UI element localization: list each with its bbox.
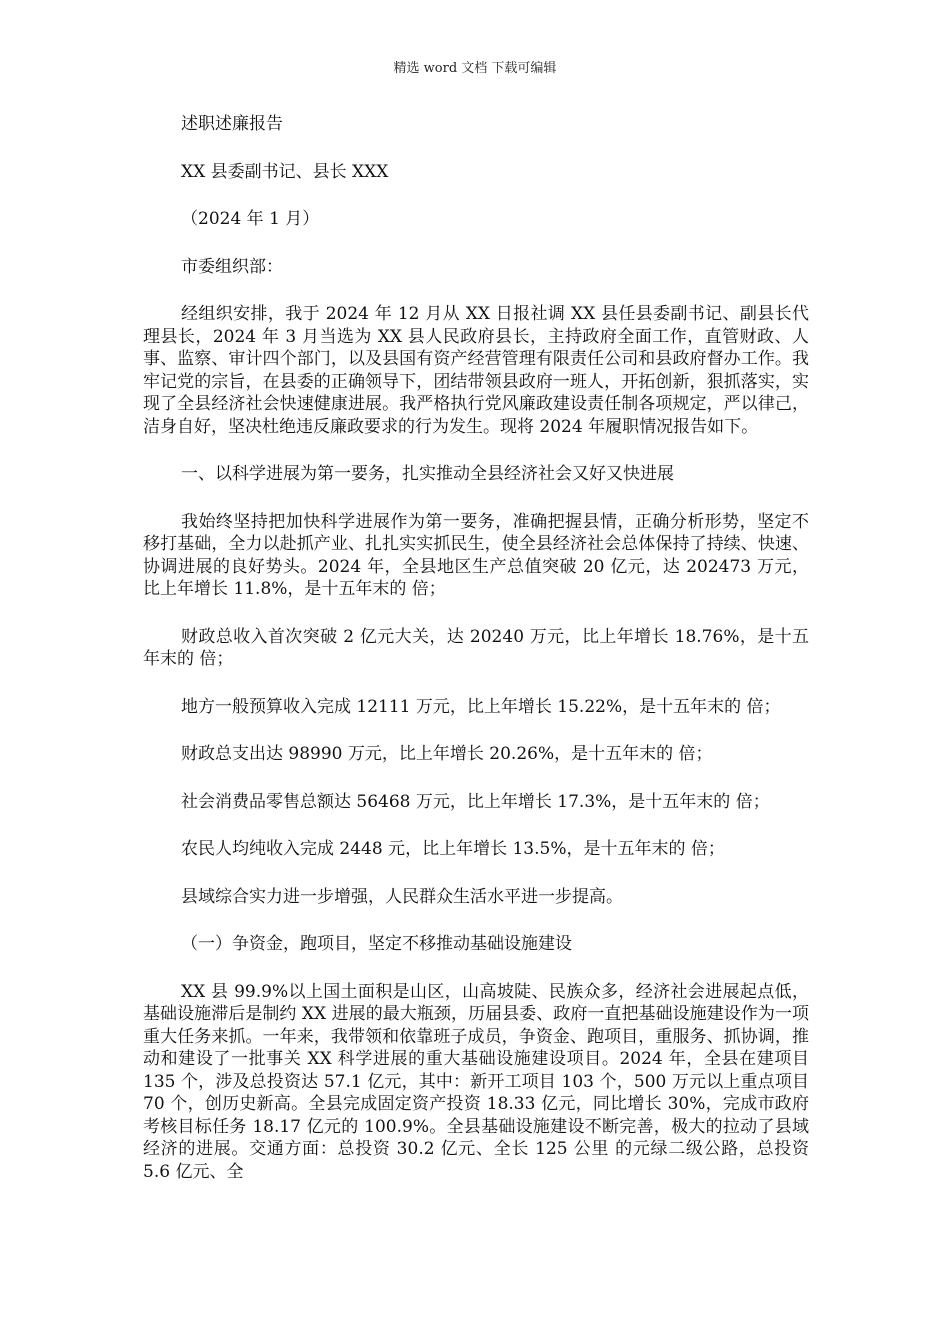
intro-paragraph: 经组织安排，我于 2024 年 12 月从 XX 日报社调 XX 县任县委副书记、副县长代理县长，2024 年 3 月当选为 XX 县人民政府县长，主持政府全面工作，直管财政、人事、监察、审计四个部门，以及县国有资产经营管理有限责任公司和县政府督办工作。我牢记党的宗旨，在县委的正确领导下，团结带领县政府一班人，开拓创新，狠抓落实，实现了全县经济社会快速健康进展。我严格执行党风廉政建设责任制各项规定，严以律己，洁身自好，坚决杜绝违反廉政要求的行为发生。现将 2024 年履职情况报告如下。 <box>143 304 809 437</box>
page-header: 精选 word 文档 下载可编辑 <box>393 61 557 76</box>
body-paragraph: 地方一般预算收入完成 12111 万元，比上年增长 15.22%，是十五年末的 倍； <box>181 696 781 717</box>
body-paragraph: 社会消费品零售总额达 56468 万元，比上年增长 17.3%，是十五年末的 倍； <box>181 791 770 812</box>
date-line: （2024 年 1 月） <box>181 209 320 229</box>
section-heading-1: 一、以科学进展为第一要务，扎实推动全县经济社会又好又快进展 <box>181 464 674 484</box>
body-paragraph: XX 县 99.9%以上国土面积是山区，山高坡陡、民族众多，经济社会进展起点低，基础设施滞后是制约 XX 进展的最大瓶颈，历届县委、政府一直把基础设施建设作为一项重大任务来抓。一年来，我带领和依靠班子成员，争资金、跑项目，重服务、抓协调，推动和建设了一批事关 XX 科学进展的重大基础设施建设项目。2024 年，全县在建项目 135 个，涉及总投资达 57.1 亿元，其中：新开工项目 103 个，500 万元以上重点项目 70 个，创历史新高。全县完成固定资产投资 18.33 亿元，同比增长 30%，完成市政府考核目标任务 18.17 亿元的 100.9%。全县基础设施建设不断完善，极大的拉动了县域经济的进展。交通方面：总投资 30.2 亿元、全长 125 公里 的元绿二级公路，总投资 5.6 亿元、全 <box>143 981 809 1182</box>
subsection-heading: （一）争资金，跑项目，坚定不移推动基础设施建设 <box>181 934 572 954</box>
document-body <box>143 113 809 1208</box>
author-line: XX 县委副书记、县长 XXX <box>181 161 389 182</box>
salutation: 市委组织部： <box>181 256 283 277</box>
body-paragraph: 财政总收入首次突破 2 亿元大关，达 20240 万元，比上年增长 18.76%，是十五年末的 倍； <box>143 626 809 669</box>
body-paragraph: 财政总支出达 98990 万元，比上年增长 20.26%，是十五年末的 倍； <box>181 744 713 764</box>
report-title: 述职述廉报告 <box>181 114 283 134</box>
body-paragraph: 县域综合实力进一步增强，人民群众生活水平进一步提高。 <box>181 886 623 907</box>
body-paragraph: 我始终坚持把加快科学进展作为第一要务，准确把握县情，正确分析形势，坚定不移打基础，全力以赴抓产业、扎扎实实抓民生，使全县经济社会总体保持了持续、快速、协调进展的良好势头。2024 年，全县地区生产总值突破 20 亿元，达 202473 万元，比上年增长 11.8%，是十五年末的 倍； <box>143 511 809 599</box>
body-paragraph: 农民人均纯收入完成 2448 元，比上年增长 13.5%，是十五年末的 倍； <box>181 839 725 859</box>
